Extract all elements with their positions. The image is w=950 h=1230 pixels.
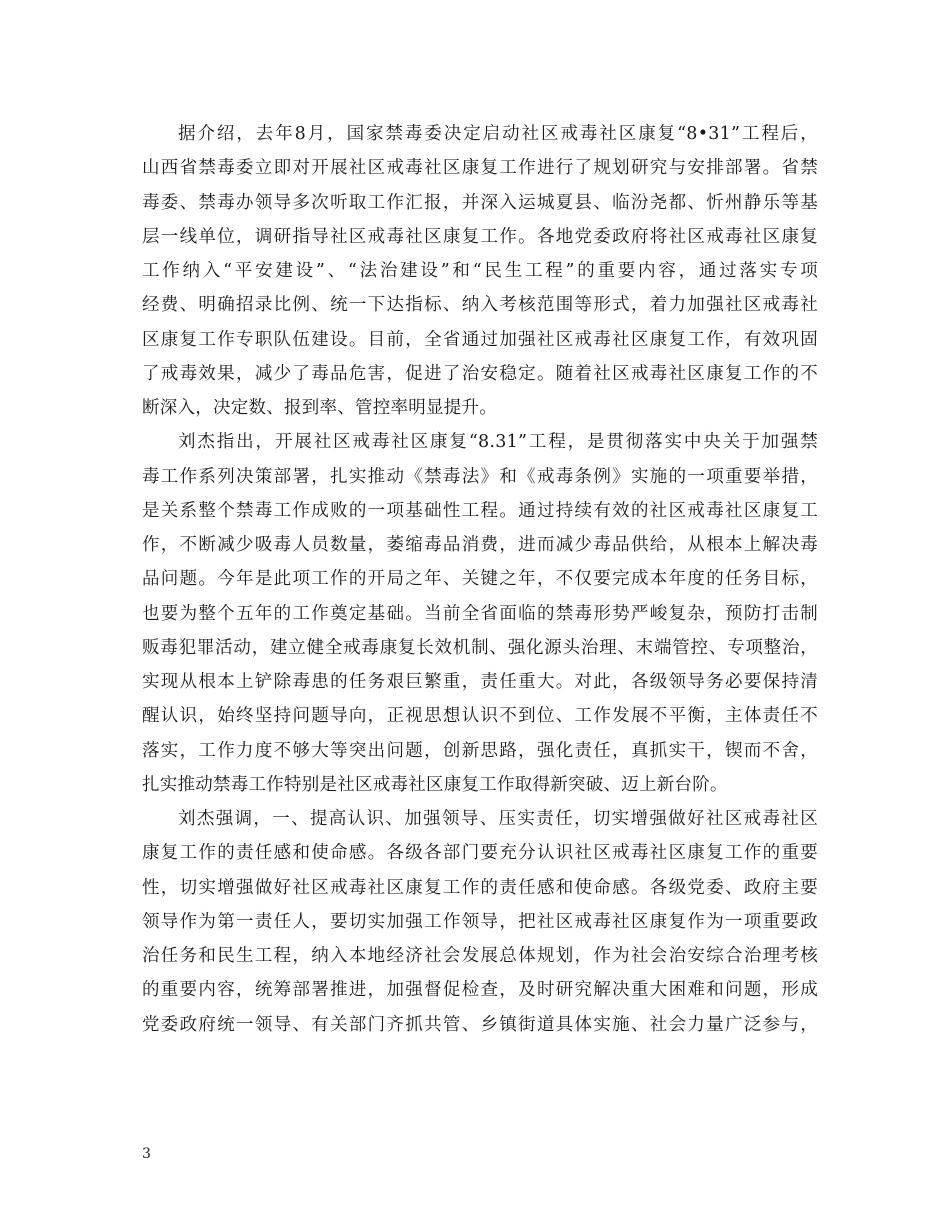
paragraph-1-line-7: 区康复工作专职队伍建设。目前，全省通过加强社区戒毒社区康复工作，有效巩固 [142,329,818,350]
paragraph-2-line-8: 实现从根本上铲除毒患的任务艰巨繁重，责任重大。对此，各级领导务必要保持清 [142,672,818,692]
paragraph-1-line-6: 经费、明确招录比例、统一下达指标、纳入考核范围等形式，着力加强社区戒毒社 [142,295,818,316]
paragraph-3-line-7: 党委政府统一领导、有关部门齐抓共管、乡镇街道具体实施、社会力量广泛参与， [142,1014,818,1035]
paragraph-3-line-3: 性，切实增强做好社区戒毒社区康复工作的责任感和使命感。各级党委、政府主要 [142,877,818,898]
paragraph-2-line-1: 刘杰指出，开展社区戒毒社区康复“8.31”工程，是贯彻落实中央关于加强禁 [178,432,818,453]
paragraph-2-line-10: 落实，工作力度不够大等突出问题，创新思路，强化责任，真抓实干，锲而不舍， [142,740,818,761]
body-text [142,117,818,1042]
paragraph-2-line-9: 醒认识，始终坚持问题导向，正视思想认识不到位、工作发展不平衡，主体责任不 [142,706,818,727]
paragraph-2-line-11: 扎实推动禁毒工作特别是社区戒毒社区康复工作取得新突破、迈上新台阶。 [142,774,728,795]
paragraph-3-line-6: 的重要内容，统筹部署推进，加强督促检查，及时研究解决重大困难和问题，形成 [142,980,818,1001]
paragraph-1-line-3: 毒委、禁毒办领导多次听取工作汇报，并深入运城夏县、临汾尧都、忻州静乐等基 [142,192,818,213]
paragraph-2-line-7: 贩毒犯罪活动，建立健全戒毒康复长效机制、强化源头治理、末端管控、专项整治， [142,637,818,658]
paragraph-3-line-2: 康复工作的责任感和使命感。各级各部门要充分认识社区戒毒社区康复工作的重要 [142,843,818,864]
paragraph-1-line-4: 层一线单位，调研指导社区戒毒社区康复工作。各地党委政府将社区戒毒社区康复 [142,226,818,247]
paragraph-1-line-9: 断深入，决定数、报到率、管控率明显提升。 [142,398,497,418]
paragraph-2-line-6: 也要为整个五年的工作奠定基础。当前全省面临的禁毒形势严峻复杂，预防打击制 [142,603,818,624]
paragraph-2-line-5: 品问题。今年是此项工作的开局之年、关键之年，不仅要完成本年度的任务目标， [142,569,818,590]
paragraph-2-line-2: 毒工作系列决策部署，扎实推动《禁毒法》和《戒毒条例》实施的一项重要举措， [142,466,818,487]
paragraph-1-line-8: 了戒毒效果，减少了毒品危害，促进了治安稳定。随着社区戒毒社区康复工作的不 [142,363,818,384]
paragraph-3-line-4: 领导作为第一责任人，要切实加强工作领导，把社区戒毒社区康复作为一项重要政 [142,911,818,932]
paragraph-1-line-2: 山西省禁毒委立即对开展社区戒毒社区康复工作进行了规划研究与安排部署。省禁 [142,158,818,179]
page-number: 3 [142,1146,151,1162]
paragraph-1-line-1: 据介绍，去年8月，国家禁毒委决定启动社区戒毒社区康复“8•31”工程后， [178,124,818,144]
paragraph-3-line-1: 刘杰强调，一、提高认识、加强领导、压实责任，切实增强做好社区戒毒社区 [178,809,818,829]
paragraph-2-line-4: 作，不断减少吸毒人员数量，萎缩毒品消费，进而减少毒品供给，从根本上解决毒 [142,535,818,555]
paragraph-3-line-5: 治任务和民生工程，纳入本地经济社会发展总体规划，作为社会治安综合治理考核 [142,946,818,966]
paragraph-1-line-5: 工作纳入“平安建设”、“法治建设”和“民生工程”的重要内容，通过落实专项 [142,261,818,281]
paragraph-2-line-3: 是关系整个禁毒工作成败的一项基础性工程。通过持续有效的社区戒毒社区康复工 [142,500,818,521]
